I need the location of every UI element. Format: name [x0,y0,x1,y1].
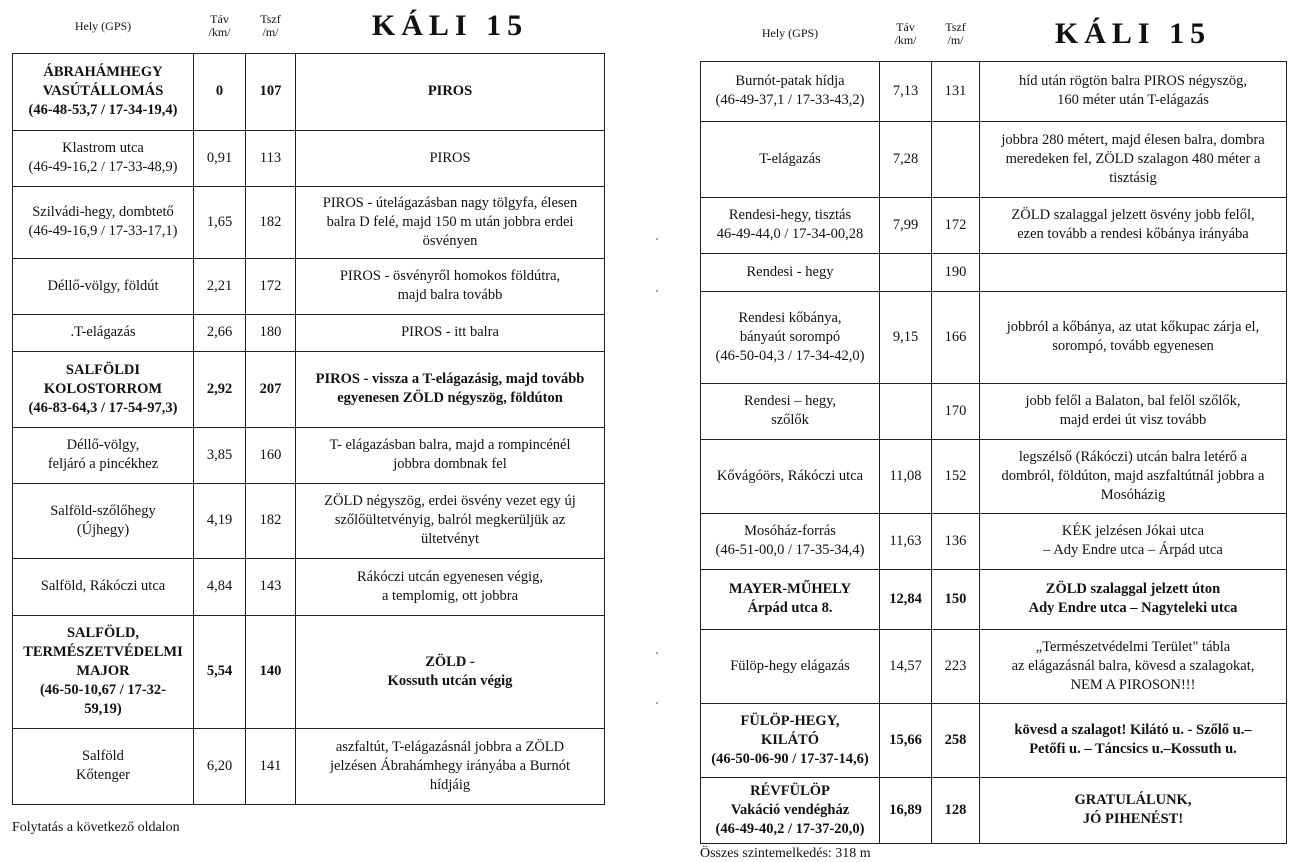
direction-cell-line: ösvényen [422,232,478,249]
place-cell-line: VASÚTÁLLOMÁS [42,83,164,99]
table-row [13,483,605,558]
place-cell-line: MAYER-MŰHELY [728,581,852,597]
elevation-cell: 258 [932,703,980,777]
elevation-cell: 223 [932,629,980,703]
scan-speck [656,290,658,292]
table-row [13,427,605,483]
place-cell [13,728,194,804]
direction-cell [296,130,605,186]
place-cell-line: ÁBRAHÁMHEGY [43,64,163,80]
place-cell-line: Fülöp-hegy elágazás [730,657,850,674]
distance-cell: 2,66 [194,314,246,351]
place-cell-line: bányaút sorompó [739,328,841,345]
direction-cell [980,513,1287,569]
direction-cell-line: balra D felé, majd 150 m után jobbra erdei [326,213,574,230]
distance-cell: 15,66 [880,703,932,777]
direction-cell [980,439,1287,513]
continuation-note: Folytatás a következő oldalon [12,820,180,835]
direction-cell [296,351,605,427]
place-column-header: Hely (GPS) [74,18,132,33]
direction-cell-line: sorompó, tovább egyenesen [1052,338,1214,354]
elevation-cell: 128 [932,777,980,843]
place-cell [701,569,880,629]
distance-cell [880,383,932,439]
direction-cell-line: ezen tovább a rendesi kőbánya irányába [1017,226,1249,242]
place-cell-line: SALFÖLD, [66,625,140,641]
place-cell [13,314,194,351]
table-row [701,383,1287,439]
direction-cell [296,314,605,351]
elevation-cell: 152 [932,439,980,513]
place-cell-line: (46-49-37,1 / 17-33-43,2) [715,92,865,108]
direction-cell-line: aszfaltút, T-elágazásnál jobbra a ZÖLD [335,738,565,755]
table-row [13,351,605,427]
table-row [701,569,1287,629]
place-cell [13,186,194,258]
place-cell [13,130,194,186]
table-row [13,314,605,351]
place-cell [701,61,880,121]
table-row [701,777,1287,843]
elevation-cell: 107 [246,53,296,130]
place-cell [701,121,880,197]
place-cell-line: Árpád utca 8. [747,600,833,616]
distance-cell: 7,13 [880,61,932,121]
direction-cell-line: Ady Endre utca – Nagyteleki utca [1028,600,1238,616]
place-cell-line: Mosóház-forrás [744,523,836,539]
table-row [13,53,605,130]
place-cell-line: MAJOR [76,663,130,679]
direction-cell-line: JÓ PIHENÉST! [1082,811,1184,827]
direction-cell-line: híd után rögtön balra PIROS négyszög, [1019,73,1247,89]
place-cell-line: Rendesi – hegy, [743,393,837,409]
direction-cell-line: legszélső (Rákóczi) utcán balra letérő a [1018,448,1248,465]
place-cell-line: Rendesi-hegy, tisztás [728,207,852,223]
direction-cell-line: szőlőültetvényig, balról megkerüljük az [334,512,566,528]
table-row [701,291,1287,383]
direction-cell-line: „Természetvédelmi Terület" tábla [1035,638,1231,655]
place-cell-line: TERMÉSZETVÉDELMI [23,644,183,660]
place-cell-line: (46-83-64,3 / 17-54-97,3) [28,399,178,416]
direction-cell [980,253,1287,291]
distance-cell: 0,91 [194,130,246,186]
table-row [701,253,1287,291]
place-cell-line: SALFÖLDI [65,361,141,378]
place-cell-line: (46-51-00,0 / 17-35-34,4) [715,542,865,558]
elevation-cell: 143 [246,558,296,615]
place-cell [13,258,194,314]
place-cell-line: 46-49-44,0 / 17-34-00,28 [716,226,864,242]
place-cell-line: feljáró a pincékhez [47,456,159,472]
place-cell-line: szőlők [771,412,809,428]
direction-cell-line: GRATULÁLUNK, [1074,792,1192,808]
distance-cell: 12,84 [880,569,932,629]
place-cell-line: (46-49-16,9 / 17-33-17,1) [28,223,178,239]
place-cell-line: T-elágazás [759,150,821,167]
elevation-cell: 182 [246,483,296,558]
direction-cell-line: az elágazásnál balra, kövesd a szalagokat, [1011,657,1255,674]
table-row [13,258,605,314]
direction-cell-line: majd erdei út visz tovább [1059,412,1207,428]
place-column-header: Hely (GPS) [761,26,819,41]
distance-cell: 0 [194,53,246,130]
direction-cell [980,703,1287,777]
direction-cell [296,728,605,804]
place-cell-line: .T-elágazás [70,324,136,340]
direction-cell-line: Kossuth utcán végig [387,672,513,689]
place-cell-line: Salföld, Rákóczi utca [40,578,166,594]
direction-cell-line: hídjáig [429,776,471,793]
table-row [13,558,605,615]
elevation-cell: 136 [932,513,980,569]
page-title: KÁLI 15 [1054,16,1212,50]
direction-cell-line: – Ady Endre utca – Árpád utca [1043,542,1223,558]
table-header [701,7,1287,61]
place-cell-line: (46-48-53,7 / 17-34-19,4) [28,102,178,118]
place-cell [701,197,880,253]
direction-cell-line: ZÖLD szalaggal jelzett úton [1045,581,1221,597]
direction-cell-line: dombról, földúton, majd aszfaltútnál jobbra a [1001,467,1265,484]
direction-cell [980,291,1287,383]
elevation-cell [932,121,980,197]
place-cell [701,439,880,513]
place-cell-line: Rendesi - hegy [746,263,834,280]
elevation-cell: 113 [246,130,296,186]
direction-cell-line: jobbra dombnak fel [393,456,507,472]
direction-cell-line: ZÖLD szalaggal jelzett ösvény jobb felől, [1011,207,1255,223]
table-row [13,728,605,804]
direction-cell-line: egyenesen ZÖLD négyszög, földúton [337,390,563,406]
place-cell [701,703,880,777]
distance-cell: 9,15 [880,291,932,383]
place-cell-line: Kővágóörs, Rákóczi utca [716,467,864,484]
distance-cell: 2,21 [194,258,246,314]
direction-cell-line: meredeken fel, ZÖLD szalagon 480 méter a [1005,150,1261,167]
distance-cell: 2,92 [194,351,246,427]
direction-cell-line: jobb felől a Balaton, bal felől szőlők, [1025,393,1241,409]
distance-cell: 7,99 [880,197,932,253]
direction-cell-line: jobbra 280 métert, majd élesen balra, dombra [1001,131,1265,148]
direction-cell-line: Petőfi u. – Táncsics u.–Kossuth u. [1029,741,1237,757]
direction-cell [980,569,1287,629]
distance-column-header: Táv /km/ [208,12,231,40]
table-row [13,130,605,186]
place-cell-line: (46-50-10,67 / 17-32- [39,682,167,698]
distance-cell: 1,65 [194,186,246,258]
elevation-cell: 150 [932,569,980,629]
direction-cell-line: KÉK jelzésen Jókai utca [1061,523,1205,539]
place-cell [13,351,194,427]
direction-cell [980,383,1287,439]
place-cell-line: Burnót-patak hídja [735,73,845,89]
direction-cell-line: NEM A PIROSON!!! [1070,676,1196,693]
place-cell-line: Klastrom utca [62,140,144,156]
distance-cell: 4,84 [194,558,246,615]
place-cell [701,383,880,439]
place-cell-line: 59,19) [84,701,122,717]
elevation-cell: 160 [246,427,296,483]
direction-cell [296,483,605,558]
distance-cell: 14,57 [880,629,932,703]
place-cell-line: Salföld-szőlőhegy [50,502,156,519]
place-cell-line: KOLOSTORROM [43,380,163,397]
elevation-cell: 172 [246,258,296,314]
direction-cell [296,53,605,130]
place-cell-line: Rendesi kőbánya, [738,309,842,326]
table-header [13,0,605,53]
elevation-column-header: Tszf /m/ [945,19,966,47]
direction-cell-line: kövesd a szalagot! Kilátó u. - Szőlő u.– [1014,722,1252,738]
total-elevation-note: Összes szintemelkedés: 318 m [700,846,871,861]
elevation-cell: 166 [932,291,980,383]
place-cell-line: Vakáció vendégház [730,801,850,818]
place-cell [701,629,880,703]
route-table-left [12,0,605,805]
place-cell-line: Szilvádi-hegy, dombtető [32,204,174,220]
place-cell-line: Salföld [82,748,124,764]
table-row [13,615,605,728]
place-cell-line: (46-50-04,3 / 17-34-42,0) [715,347,865,364]
page-title: KÁLI 15 [371,9,529,43]
elevation-cell: 172 [932,197,980,253]
direction-cell [980,121,1287,197]
place-cell [13,615,194,728]
place-cell-line: RÉVFÜLÖP [750,782,830,799]
distance-cell: 4,19 [194,483,246,558]
elevation-cell: 131 [932,61,980,121]
direction-cell-line: 160 méter után T-elágazás [1057,92,1209,108]
place-cell-line: (46-49-40,2 / 17-37-20,0) [715,820,865,837]
direction-cell [296,258,605,314]
direction-cell [980,777,1287,843]
direction-cell-line: PIROS - ösvényről homokos földútra, [339,268,561,284]
direction-cell-line: ZÖLD négyszög, erdei ösvény vezet egy új [324,493,576,509]
direction-cell-line: ZÖLD - [425,653,475,670]
table-row [701,197,1287,253]
direction-cell-line: PIROS - vissza a T-elágazásig, majd tovább [315,371,585,387]
elevation-cell: 140 [246,615,296,728]
direction-cell-line: PIROS [427,83,473,99]
scan-speck [656,702,658,704]
place-cell-line: (Újhegy) [76,521,130,538]
scan-speck [656,238,658,240]
direction-cell-line: T- elágazásban balra, majd a rompincénél [329,437,571,453]
place-cell-line: (46-49-16,2 / 17-33-48,9) [28,159,178,175]
direction-cell-line: Rákóczi utcán egyenesen végig, [356,568,543,585]
distance-cell: 6,20 [194,728,246,804]
direction-cell [296,186,605,258]
place-cell [13,483,194,558]
direction-cell [980,629,1287,703]
place-cell [13,427,194,483]
distance-cell [880,253,932,291]
distance-column-header: Táv /km/ [894,19,917,47]
place-cell [701,513,880,569]
distance-cell: 16,89 [880,777,932,843]
direction-cell-line: jobbról a kőbánya, az utat kőkupac zárja el, [1006,319,1260,335]
elevation-column-header: Tszf /m/ [260,12,281,40]
direction-cell-line: jelzésen Ábrahámhegy irányába a Burnót [330,757,570,774]
place-cell [13,53,194,130]
direction-cell [296,558,605,615]
direction-cell-line: PIROS [429,149,471,166]
scan-speck [656,652,658,654]
place-cell-line: (46-50-06-90 / 17-37-14,6) [711,750,869,767]
left-page [12,0,605,835]
distance-cell: 7,28 [880,121,932,197]
elevation-cell: 180 [246,314,296,351]
elevation-cell: 190 [932,253,980,291]
direction-cell-line: ültetvényt [421,531,479,547]
table-row [701,513,1287,569]
elevation-cell: 141 [246,728,296,804]
place-cell [701,291,880,383]
table-row [701,61,1287,121]
route-table-right [700,7,1287,844]
table-row [701,703,1287,777]
elevation-cell: 182 [246,186,296,258]
direction-cell [980,61,1287,121]
direction-cell [296,427,605,483]
direction-cell [296,615,605,728]
place-cell [701,253,880,291]
table-row [701,121,1287,197]
direction-cell-line: PIROS - itt balra [401,324,499,340]
right-page [700,0,1287,861]
elevation-cell: 170 [932,383,980,439]
direction-cell-line: majd balra tovább [397,287,503,303]
direction-cell-line: tisztásig [1109,169,1157,186]
table-row [701,439,1287,513]
distance-cell: 3,85 [194,427,246,483]
place-cell [701,777,880,843]
distance-cell: 11,08 [880,439,932,513]
place-cell-line: Déllő-völgy, [66,437,140,453]
distance-cell: 11,63 [880,513,932,569]
place-cell-line: KILÁTÓ [760,731,819,748]
distance-cell: 5,54 [194,615,246,728]
table-row [13,186,605,258]
direction-cell [980,197,1287,253]
place-cell-line: Kőtenger [76,767,130,783]
direction-cell-line: Mosóházig [1100,486,1166,503]
place-cell [13,558,194,615]
elevation-cell: 207 [246,351,296,427]
direction-cell-line: a templomig, ott jobbra [381,587,519,604]
place-cell-line: FÜLÖP-HEGY, [740,712,840,729]
table-row [701,629,1287,703]
place-cell-line: Déllő-völgy, földút [47,277,159,294]
direction-cell-line: PIROS - útelágazásban nagy tölgyfa, élesen [322,194,578,211]
